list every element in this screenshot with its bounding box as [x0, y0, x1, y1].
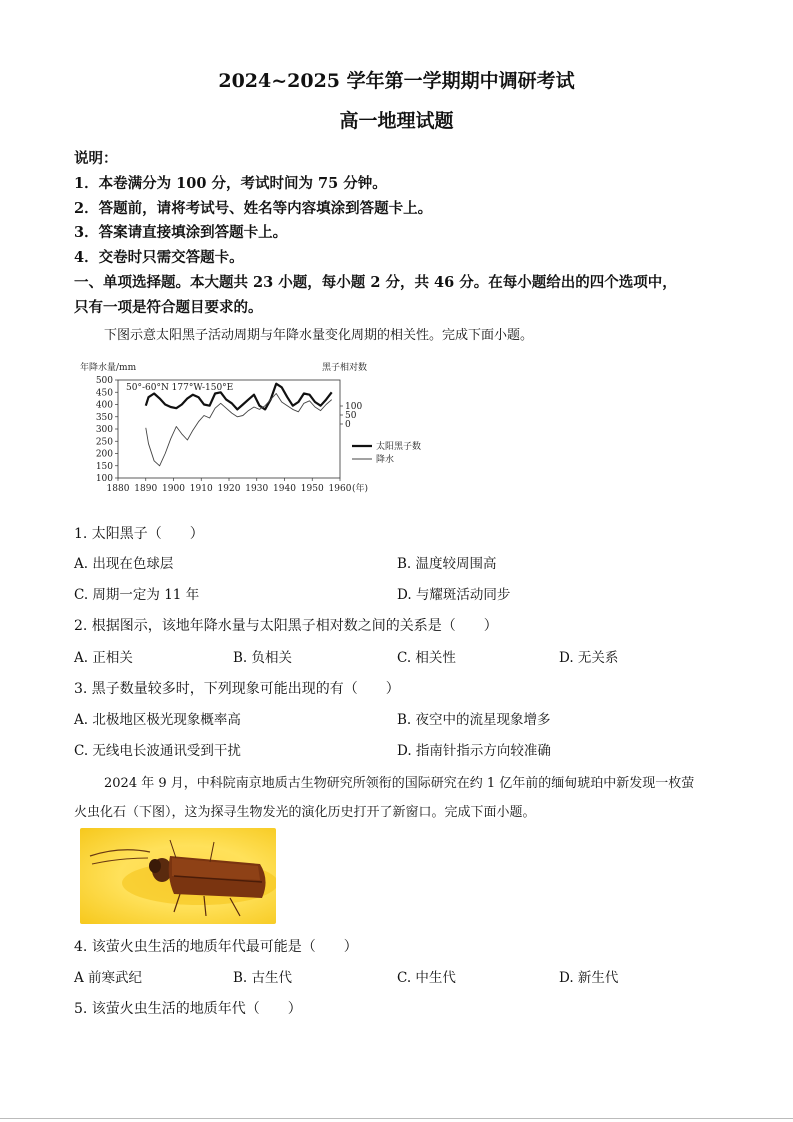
q1-option-d[interactable]: D. 与耀斑活动同步 — [397, 587, 511, 603]
q2-option-a[interactable]: A. 正相关 — [74, 650, 133, 666]
y-left-tick-label: 350 — [95, 412, 113, 423]
q3-option-d[interactable]: D. 指南针指示方向较准确 — [397, 743, 551, 759]
y-left-tick-label: 500 — [95, 376, 113, 386]
y-left-tick-label: 400 — [95, 400, 113, 411]
instructions-heading: 说明： — [74, 150, 118, 167]
x-unit-label: (年) — [352, 484, 369, 494]
q1-option-a[interactable]: A. 出现在色球层 — [74, 556, 174, 572]
instruction-item-4: 4．交卷时只需交答题卡。 — [74, 249, 244, 266]
q4-option-a[interactable]: A 前寒武纪 — [74, 970, 143, 986]
x-tick-label: 1950 — [300, 484, 324, 494]
x-tick-label: 1930 — [245, 484, 269, 494]
y-left-tick-label: 150 — [95, 461, 113, 472]
y-left-tick-label: 450 — [95, 388, 113, 399]
legend-label: 太阳黑子数 — [376, 442, 422, 452]
y-right-tick-label: 0 — [345, 420, 351, 430]
q3-option-a[interactable]: A. 北极地区极光现象概率高 — [74, 712, 241, 728]
section-heading-line2: 只有一项是符合题目要求的。 — [74, 299, 263, 316]
q2-option-d[interactable]: D. 无关系 — [559, 650, 619, 666]
y-left-tick-label: 200 — [95, 449, 113, 460]
q1-option-c[interactable]: C. 周期一定为 11 年 — [74, 587, 200, 603]
q4-option-c[interactable]: C. 中生代 — [397, 970, 456, 986]
amber-firefly-fossil-image — [80, 828, 276, 924]
q2-option-b[interactable]: B. 负相关 — [233, 650, 293, 666]
x-tick-label: 1960 — [328, 484, 352, 494]
q3-option-c[interactable]: C. 无线电长波通讯受到干扰 — [74, 743, 241, 759]
q2-stem: 2. 根据图示，该地年降水量与太阳黑子相对数之间的关系是（ ） — [74, 618, 498, 634]
x-tick-label: 1900 — [162, 484, 185, 494]
q1-option-b[interactable]: B. 温度较周围高 — [397, 556, 497, 572]
x-tick-label: 1890 — [134, 484, 158, 494]
q4-option-d[interactable]: D. 新生代 — [559, 970, 619, 986]
x-tick-label: 1940 — [273, 484, 296, 494]
material-1: 下图示意太阳黑子活动周期与年降水量变化周期的相关性。完成下面小题。 — [104, 328, 534, 343]
y-left-tick-label: 250 — [95, 437, 113, 448]
q3-option-b[interactable]: B. 夜空中的流星现象增多 — [397, 712, 551, 728]
q4-option-b[interactable]: B. 古生代 — [233, 970, 293, 986]
q4-stem: 4. 该萤火虫生活的地质年代最可能是（ ） — [74, 939, 358, 955]
y-left-tick-label: 100 — [95, 474, 113, 484]
q3-stem: 3. 黑子数量较多时，下列现象可能出现的有（ ） — [74, 681, 400, 697]
material-2-line1: 2024 年 9 月，中科院南京地质古生物研究所领衔的国际研究在约 1 亿年前的缅甸琥珀中新发现一枚萤 — [104, 776, 695, 791]
x-tick-label: 1880 — [106, 484, 130, 494]
x-tick-label: 1920 — [217, 484, 241, 494]
q5-stem: 5. 该萤火虫生活的地质年代（ ） — [74, 1001, 302, 1017]
q1-stem: 1. 太阳黑子（ ） — [74, 526, 204, 542]
chart-annotation: 50°-60°N 177°W-150°E — [126, 383, 234, 393]
x-tick-label: 1910 — [189, 484, 213, 494]
legend-label: 降水 — [376, 455, 395, 465]
exam-subtitle: 高一地理试题 — [339, 110, 454, 132]
exam-title: 2024~2025 学年第一学期期中调研考试 — [218, 70, 575, 92]
y-left-tick-label: 300 — [95, 425, 113, 435]
q2-option-c[interactable]: C. 相关性 — [397, 650, 456, 666]
y-right-tick-label: 100 — [345, 402, 363, 412]
y-left-label: 年降水量/mm — [80, 363, 137, 373]
instruction-item-1: 1．本卷满分为 100 分，考试时间为 75 分钟。 — [74, 175, 387, 192]
precipitation-series-line — [146, 394, 332, 466]
material-2-line2: 火虫化石（下图），这为探寻生物发光的演化历史打开了新窗口。完成下面小题。 — [74, 805, 536, 820]
y-right-label: 黑子相对数 — [322, 363, 368, 373]
section-heading-line1: 一、单项选择题。本大题共 23 小题，每小题 2 分，共 46 分。在每小题给出的四个选项中， — [74, 274, 677, 291]
instruction-item-2: 2．答题前，请将考试号、姓名等内容填涂到答题卡上。 — [74, 200, 433, 217]
page-bottom-rule — [0, 1118, 793, 1119]
sunspot-precipitation-chart — [78, 358, 448, 498]
y-right-tick-label: 50 — [345, 411, 357, 421]
instruction-item-3: 3．答案请直接填涂到答题卡上。 — [74, 224, 288, 241]
